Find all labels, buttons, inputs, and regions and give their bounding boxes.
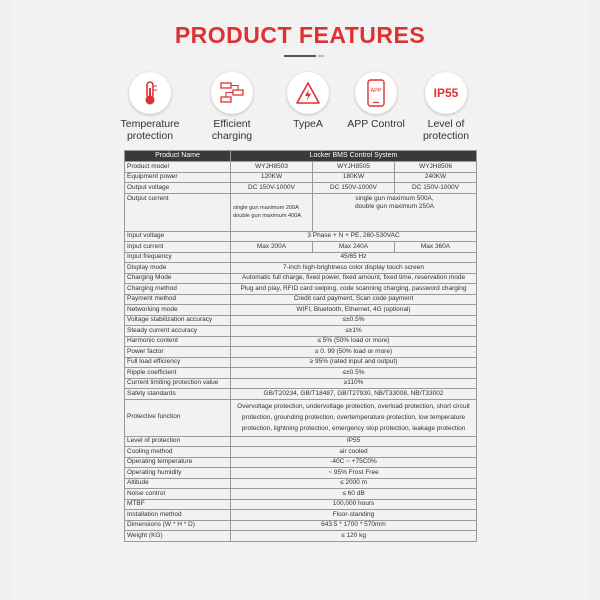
feature-label [115,118,185,142]
feature-label [411,118,481,142]
cell-line: double gun maximum 400A [233,213,302,219]
cell-value: ≤ 5% (50% load or more) [231,336,477,347]
table-row [125,368,477,379]
cell-value: ≥ 0. 99 (50% load or more) [231,347,477,358]
cell-line: single gun maximum 200A [233,204,299,211]
row-label: Networking mode [125,305,231,316]
cell-value: WYJH8505 [313,162,395,173]
table-row [125,231,477,242]
table-row [125,357,477,368]
cell-value: DC 150V-1000V [395,183,477,194]
cell-value: Automatic full charge, fixed power, fixed amount, fixed time, reservation mode [231,273,477,284]
row-label: Protective function [125,399,231,436]
cell-value: WYJH8503 [231,162,313,173]
cell-value: Credit card payment, Scan code payment [231,294,477,305]
feature-label-line: protection [422,130,470,142]
cell-value: 240KW [395,172,477,183]
title-divider [284,55,316,57]
cell-value: ≥110% [231,378,477,389]
cell-value: DC 150V-1000V [313,183,395,194]
cell-value: ≤ 60 dB [231,489,477,500]
row-label: Safety standards [125,389,231,400]
cell-value: WYJH8506 [395,162,477,173]
row-label: Ripple coefficient [125,368,231,379]
row-label: Voltage stabilization accuracy [125,315,231,326]
table-row [125,284,477,295]
table-row [125,294,477,305]
cell-value: 120KW [231,172,313,183]
table-row [125,305,477,316]
feature-label-line: APP Control [347,118,405,130]
cell-value: air cooled [231,447,477,458]
table-row [125,336,477,347]
row-label: Display mode [125,263,231,274]
row-label: Operating temperature [125,457,231,468]
cell-value [231,193,313,231]
row-label: Dimensions (W * H * D) [125,520,231,531]
cell-line: protection, grounding protection, overtemperature protection, low temperature [241,414,466,421]
cell-value: 7-inch high-brightness color display touch screen [231,263,477,274]
feature-typea [273,72,343,130]
table-row [125,183,477,194]
feature-label-line: TypeA [293,118,323,130]
cell-line: Overvoltage protection, undervoltage protection, overload protection, short circuit [237,403,470,410]
row-label: MTBF [125,499,231,510]
table-row [125,399,477,436]
table-row [125,499,477,510]
row-label: Cooling method [125,447,231,458]
feature-efficient-charging [197,72,267,142]
cell-value: DC 150V-1000V [231,183,313,194]
feature-label-line: Temperature [120,118,180,130]
row-label: Level of protection [125,436,231,447]
row-label: Charging method [125,284,231,295]
feature-label-line: protection [126,130,174,142]
table-row [125,447,477,458]
cell-value: -40C ~ +75C0% [231,457,477,468]
warning-bolt-icon [287,72,329,114]
cell-value: 45/65 Hz [231,252,477,263]
feature-protection-level [411,72,481,142]
cell-value: 643.5 * 1700 * 570mm [231,520,477,531]
cell-value: ≥ 95% (rated input and output) [231,357,477,368]
cell-value: Max 200A [231,242,313,253]
cell-value: WIFI, Bluetooth, Ethernet, 4G (optional) [231,305,477,316]
cell-value: ~ 95% Frost Free [231,468,477,479]
cell-value [313,193,477,231]
row-label: Input current [125,242,231,253]
table-row [125,326,477,337]
header-product-value: Locker BMS Control System [231,151,477,162]
table-row [125,510,477,521]
title-divider-accent [318,55,324,57]
feature-label-line: Level of [427,118,465,130]
cell-value: 180KW [313,172,395,183]
row-label: Installation method [125,510,231,521]
feature-label-line: charging [211,130,253,142]
feature-label [341,118,411,130]
row-label: Equipment power [125,172,231,183]
table-row [125,273,477,284]
cell-value: 3 Phase + N + PE, 260-530VAC [231,231,477,242]
cell-value: 100,000 hours [231,499,477,510]
row-label: Steady current accuracy [125,326,231,337]
table-row [125,172,477,183]
cell-line: protection, lightning protection, emergency stop protection, leakage protection [241,425,466,432]
ip55-icon [425,72,467,114]
feature-label [273,118,343,130]
table-row [125,436,477,447]
table-row [125,378,477,389]
table-row [125,489,477,500]
table-row [125,315,477,326]
table-row [125,520,477,531]
thermometer-icon [129,72,171,114]
cell-value: ≤ 120 kg [231,531,477,542]
feature-label-line: Efficient [213,118,251,130]
row-label: Output voltage [125,183,231,194]
row-label: Weight (KG) [125,531,231,542]
table-row [125,263,477,274]
page-title: PRODUCT FEATURES [174,22,426,48]
feature-app-control [341,72,411,130]
table-row [125,193,477,231]
table-row [125,478,477,489]
feature-label [197,118,267,142]
spec-table [124,150,477,542]
charging-modules-icon [211,72,253,114]
cell-value [231,399,477,436]
row-label: Current limiting protection value [125,378,231,389]
row-label: Operating humidity [125,468,231,479]
row-label: Full load efficiency [125,357,231,368]
cell-value: ≤ 2000 m [231,478,477,489]
table-row [125,468,477,479]
table-row [125,347,477,358]
table-row [125,252,477,263]
cell-value: ≤±0.5% [231,315,477,326]
cell-value: Max 240A [313,242,395,253]
cell-value: Max 360A [395,242,477,253]
row-label: Input frequency [125,252,231,263]
ip55-icon-text: IP55 [433,86,459,100]
row-label: Altitude [125,478,231,489]
cell-value: IP55 [231,436,477,447]
cell-value: ≤±0.5% [231,368,477,379]
row-label: Product model [125,162,231,173]
table-row [125,531,477,542]
table-row [125,457,477,468]
cell-line: single gun maximum 500A, [355,194,434,202]
cell-value: ≤±1% [231,326,477,337]
row-label: Charging Mode [125,273,231,284]
app-icon-text: APP [370,88,382,94]
header-product-name: Product Name [125,151,231,162]
cell-value: GB/T20234, GB/T18487, GB/T27930, NB/T33008, NB/T33002 [231,389,477,400]
row-label: Noise control [125,489,231,500]
table-header-row [125,151,477,162]
cell-line: double gun maximum 250A [354,203,435,210]
row-label: Input voltage [125,231,231,242]
row-label: Power factor [125,347,231,358]
table-row [125,389,477,400]
cell-value: Floor-standing [231,510,477,521]
cell-value: Plug and play, RFID card swiping, code scanning charging, password charging [231,284,477,295]
row-label: Harmonic content [125,336,231,347]
feature-temperature [115,72,185,142]
feature-icons-row [115,72,485,142]
phone-app-icon [355,72,397,114]
table-row [125,242,477,253]
row-label: Payment method [125,294,231,305]
row-label: Output current [125,193,231,231]
table-row [125,162,477,173]
